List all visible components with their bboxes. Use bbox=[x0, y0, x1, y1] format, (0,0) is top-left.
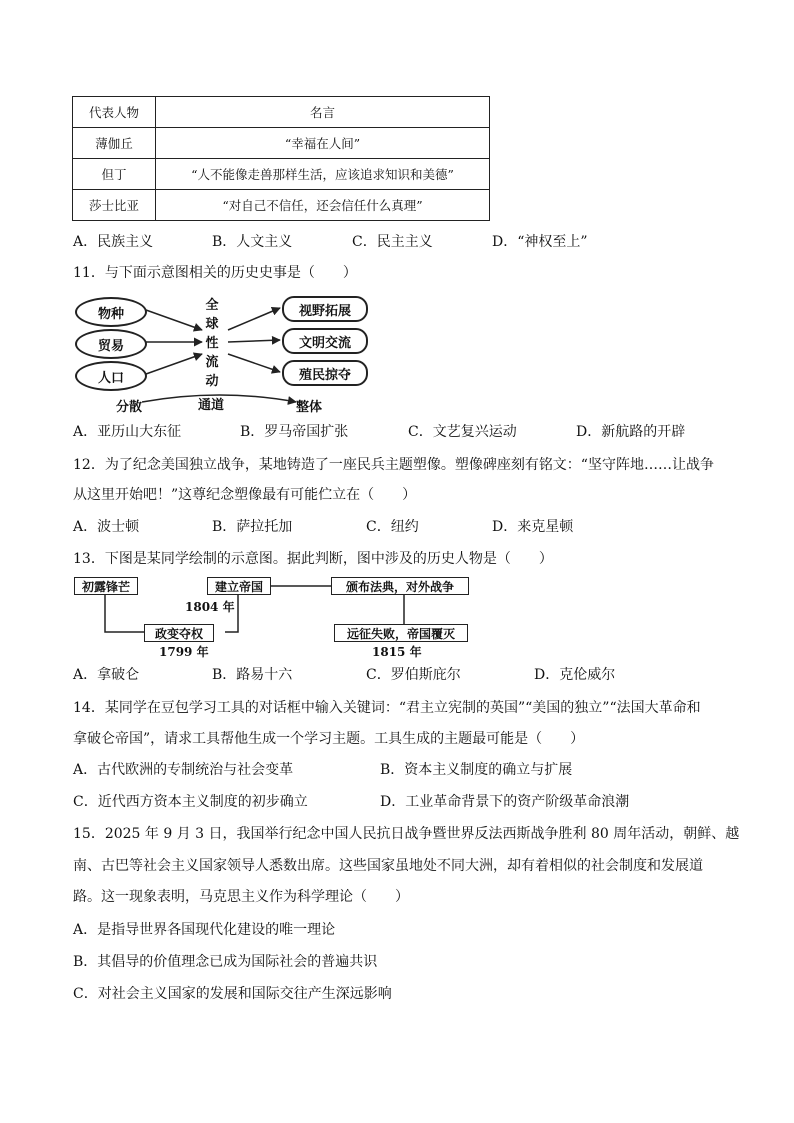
diagram-year-1799: 1799 年 bbox=[159, 645, 209, 659]
diagram-node-exchange: 文明交流 bbox=[282, 328, 368, 354]
q14-option-a: A．古代欧洲的专制统治与社会变革 bbox=[73, 762, 294, 778]
q12-option-c: C．纽约 bbox=[366, 519, 419, 535]
q13-option-c: C．罗伯斯庇尔 bbox=[366, 667, 461, 683]
q15-stem-line1: 15．2025 年 9 月 3 日，我国举行纪念中国人民抗日战争暨世界反法西斯战争胜利 80 周年活动，朝鲜、越 bbox=[73, 826, 740, 842]
diagram-label-channel: 通道 bbox=[198, 398, 225, 413]
q14-option-c: C．近代西方资本主义制度的初步确立 bbox=[73, 794, 308, 810]
diagram-box-debut: 初露锋芒 bbox=[74, 577, 138, 595]
table-cell: 莎士比亚 bbox=[73, 190, 156, 221]
table-cell: 薄伽丘 bbox=[73, 128, 156, 159]
q11-stem: 11．与下面示意图相关的历史史事是（ ） bbox=[73, 265, 357, 281]
q15-stem-line2: 南、古巴等社会主义国家领导人悉数出席。这些国家虽地处不同大洲，却有着相似的社会制度和发展道 bbox=[73, 858, 703, 874]
diagram-box-empire: 建立帝国 bbox=[207, 577, 271, 595]
q13-option-b: B．路易十六 bbox=[212, 667, 293, 683]
diagram-node-vision: 视野拓展 bbox=[282, 296, 368, 322]
diagram-node-trade: 贸易 bbox=[75, 329, 147, 359]
table-header: 名言 bbox=[156, 97, 490, 128]
q13-stem: 13．下图是某同学绘制的示意图。据此判断，图中涉及的历史人物是（ ） bbox=[73, 551, 553, 567]
table-cell: “人不能像走兽那样生活，应该追求知识和美德” bbox=[156, 159, 490, 190]
q11-option-b: B．罗马帝国扩张 bbox=[240, 424, 349, 440]
q12-stem-line1: 12．为了纪念美国独立战争，某地铸造了一座民兵主题塑像。塑像碑座刻有铭文：“坚守阵地……让战争 bbox=[73, 457, 714, 473]
q12-option-a: A．波士顿 bbox=[73, 519, 140, 535]
q13-option-a: A．拿破仑 bbox=[73, 667, 140, 683]
q11-option-d: D．新航路的开辟 bbox=[576, 424, 686, 440]
diagram-year-1804: 1804 年 bbox=[185, 600, 235, 614]
q14-option-b: B．资本主义制度的确立与扩展 bbox=[380, 762, 573, 778]
quotes-table bbox=[72, 96, 490, 221]
table-cell: “幸福在人间” bbox=[156, 128, 490, 159]
q15-stem-line3: 路。这一现象表明，马克思主义作为科学理论（ ） bbox=[73, 889, 409, 905]
q11-option-c: C．文艺复兴运动 bbox=[408, 424, 517, 440]
table-row bbox=[73, 128, 490, 159]
q10-option-b: B．人文主义 bbox=[212, 234, 293, 250]
table-header-row bbox=[73, 97, 490, 128]
q12-option-b: B．萨拉托加 bbox=[212, 519, 293, 535]
q14-option-d: D．工业革命背景下的资产阶级革命浪潮 bbox=[380, 794, 630, 810]
q11-option-a: A．亚历山大东征 bbox=[73, 424, 182, 440]
q10-option-d: D．“神权至上” bbox=[492, 234, 588, 250]
q15-option-a: A．是指导世界各国现代化建设的唯一理论 bbox=[73, 922, 336, 938]
q10-option-c: C．民主主义 bbox=[352, 234, 433, 250]
q15-option-b: B．其倡导的价值理念已成为国际社会的普遍共识 bbox=[73, 954, 378, 970]
diagram-box-code-war: 颁布法典，对外战争 bbox=[331, 577, 469, 595]
diagram-year-1815: 1815 年 bbox=[372, 645, 422, 659]
diagram-node-population: 人口 bbox=[75, 361, 147, 391]
diagram-center-label: 全球性流动 bbox=[205, 298, 219, 389]
q10-option-a: A．民族主义 bbox=[73, 234, 154, 250]
diagram-node-species: 物种 bbox=[75, 297, 147, 327]
q14-stem-line1: 14．某同学在豆包学习工具的对话框中输入关键词：“君主立宪制的英国”“美国的独立”“法国大革命和 bbox=[73, 700, 701, 716]
q13-option-d: D．克伦威尔 bbox=[534, 667, 616, 683]
table-cell: “对自己不信任，还会信任什么真理” bbox=[156, 190, 490, 221]
diagram-label-scattered: 分散 bbox=[116, 400, 143, 415]
diagram-label-whole: 整体 bbox=[296, 400, 323, 415]
table-row bbox=[73, 159, 490, 190]
q15-option-c: C．对社会主义国家的发展和国际交往产生深远影响 bbox=[73, 986, 392, 1002]
q12-option-d: D．来克星顿 bbox=[492, 519, 574, 535]
diagram-node-plunder: 殖民掠夺 bbox=[282, 360, 368, 386]
diagram-box-coup: 政变夺权 bbox=[144, 624, 214, 642]
table-cell: 但丁 bbox=[73, 159, 156, 190]
q14-stem-line2: 拿破仑帝国”，请求工具帮他生成一个学习主题。工具生成的主题最可能是（ ） bbox=[73, 731, 585, 747]
q12-stem-line2: 从这里开始吧！”这尊纪念塑像最有可能伫立在（ ） bbox=[73, 487, 417, 503]
diagram-box-defeat: 远征失败，帝国覆灭 bbox=[334, 624, 468, 642]
table-row bbox=[73, 190, 490, 221]
table-header: 代表人物 bbox=[73, 97, 156, 128]
